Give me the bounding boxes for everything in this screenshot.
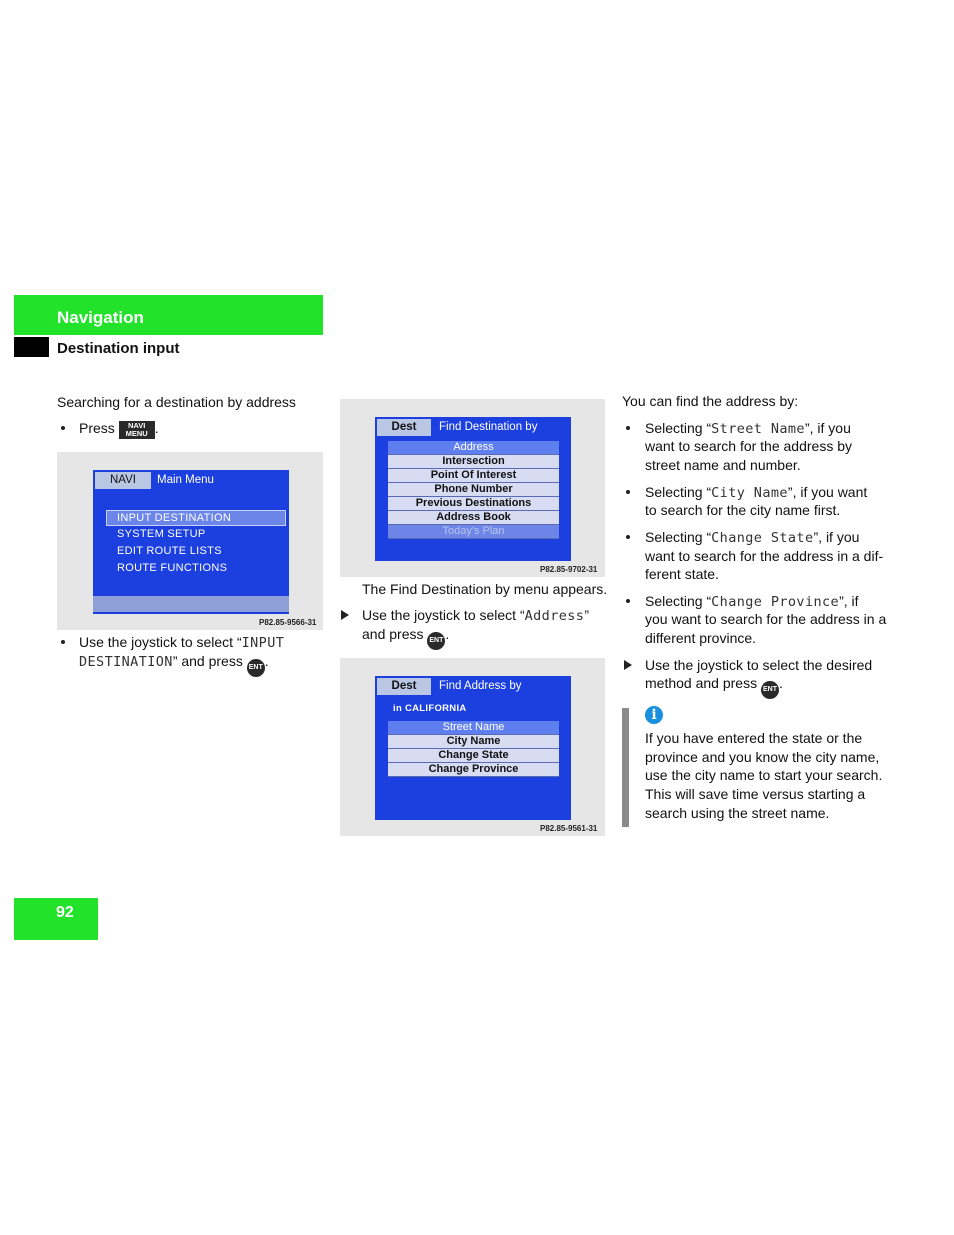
screenshot-main-menu bbox=[57, 452, 323, 630]
menu-item: SYSTEM SETUP bbox=[117, 528, 206, 540]
section-header bbox=[14, 295, 323, 335]
option-line: ferent state. bbox=[645, 566, 719, 582]
col3-intro: You can find the address by: bbox=[622, 393, 799, 409]
info-bar bbox=[622, 708, 629, 827]
list-item: Point Of Interest bbox=[388, 469, 559, 483]
list-item: Previous Destinations bbox=[388, 497, 559, 511]
screenshot-find-destination bbox=[340, 399, 605, 577]
option-line: different province. bbox=[645, 630, 757, 646]
info-text: province and you know the city name, bbox=[645, 749, 880, 765]
press-line: Press NAVI MENU . bbox=[79, 420, 159, 438]
list-item: Change State bbox=[388, 749, 559, 763]
screen-status-bar bbox=[93, 596, 289, 612]
list-item: Intersection bbox=[388, 455, 559, 469]
image-code: P82.85-9566-31 bbox=[259, 618, 317, 627]
screen-display bbox=[93, 470, 289, 614]
bullet-dot bbox=[61, 640, 65, 644]
option-line: Selecting “Street Name”, if you bbox=[645, 420, 851, 437]
bullet-dot bbox=[626, 599, 630, 603]
section-title: Navigation bbox=[57, 308, 144, 327]
list-item: Address Book bbox=[388, 511, 559, 525]
page-number: 92 bbox=[56, 904, 74, 921]
col1-heading: Searching for a destination by address bbox=[57, 394, 296, 410]
screenshot-find-address bbox=[340, 658, 605, 836]
info-text: If you have entered the state or the bbox=[645, 730, 863, 746]
menu-item: EDIT ROUTE LISTS bbox=[117, 545, 222, 557]
step-line: method and press ENT . bbox=[645, 674, 783, 699]
navi-menu-button-icon: NAVI MENU bbox=[119, 421, 155, 439]
option-line: you want to search for the address in a bbox=[645, 611, 887, 627]
info-text: This will save time versus starting a bbox=[645, 786, 866, 802]
screen-tab: Dest bbox=[377, 419, 431, 436]
option-line: Selecting “City Name”, if you want bbox=[645, 484, 868, 501]
option-line: street name and number. bbox=[645, 457, 801, 473]
list-item: Change Province bbox=[388, 763, 559, 777]
bullet-dot bbox=[61, 426, 65, 430]
step-arrow-icon bbox=[341, 610, 349, 620]
bullet-dot bbox=[626, 535, 630, 539]
step-line: Use the joystick to select the desired bbox=[645, 657, 873, 673]
option-line: Selecting “Change State”, if you bbox=[645, 529, 860, 546]
ent-button-icon: ENT bbox=[427, 632, 445, 650]
option-line: Selecting “Change Province”, if bbox=[645, 593, 859, 610]
info-icon: i bbox=[645, 706, 663, 724]
option-line: want to search for the address in a dif- bbox=[645, 548, 884, 564]
subsection-title: Destination input bbox=[57, 340, 180, 357]
list-item: Address bbox=[388, 441, 559, 455]
press-text: Press bbox=[79, 420, 115, 436]
menu-item: ROUTE FUNCTIONS bbox=[117, 562, 228, 574]
menu-item: INPUT DESTINATION bbox=[106, 510, 286, 526]
option-line: want to search for the address by bbox=[645, 438, 852, 454]
info-text: use the city name to start your search. bbox=[645, 767, 883, 783]
step-line: Use the joystick to select “Address” bbox=[362, 607, 589, 624]
step-line: Use the joystick to select “INPUT bbox=[79, 634, 285, 651]
screen-title: Find Address by bbox=[439, 680, 522, 692]
screen-title: Main Menu bbox=[157, 474, 214, 486]
screen-subtitle: in CALIFORNIA bbox=[393, 703, 467, 714]
ent-button-icon: ENT bbox=[247, 659, 265, 677]
image-code: P82.85-9702-31 bbox=[540, 565, 598, 574]
screen-tab: NAVI bbox=[95, 472, 151, 489]
caption: The Find Destination by menu appears. bbox=[362, 581, 608, 597]
list-item: City Name bbox=[388, 735, 559, 749]
info-text: search using the street name. bbox=[645, 805, 830, 821]
header-marker bbox=[14, 337, 49, 357]
list-item: Today's Plan bbox=[388, 525, 559, 539]
list-item: Phone Number bbox=[388, 483, 559, 497]
screen-tab: Dest bbox=[377, 678, 431, 695]
image-code: P82.85-9561-31 bbox=[540, 824, 598, 833]
bullet-dot bbox=[626, 426, 630, 430]
page-number-box bbox=[14, 898, 98, 940]
step-line: and press ENT . bbox=[362, 625, 449, 650]
option-line: to search for the city name first. bbox=[645, 502, 841, 518]
step-arrow-icon bbox=[624, 660, 632, 670]
screen-title: Find Destination by bbox=[439, 421, 538, 433]
step-line: DESTINATION” and press ENT . bbox=[79, 652, 269, 677]
ent-button-icon: ENT bbox=[761, 681, 779, 699]
bullet-dot bbox=[626, 490, 630, 494]
list-item: Street Name bbox=[388, 721, 559, 735]
